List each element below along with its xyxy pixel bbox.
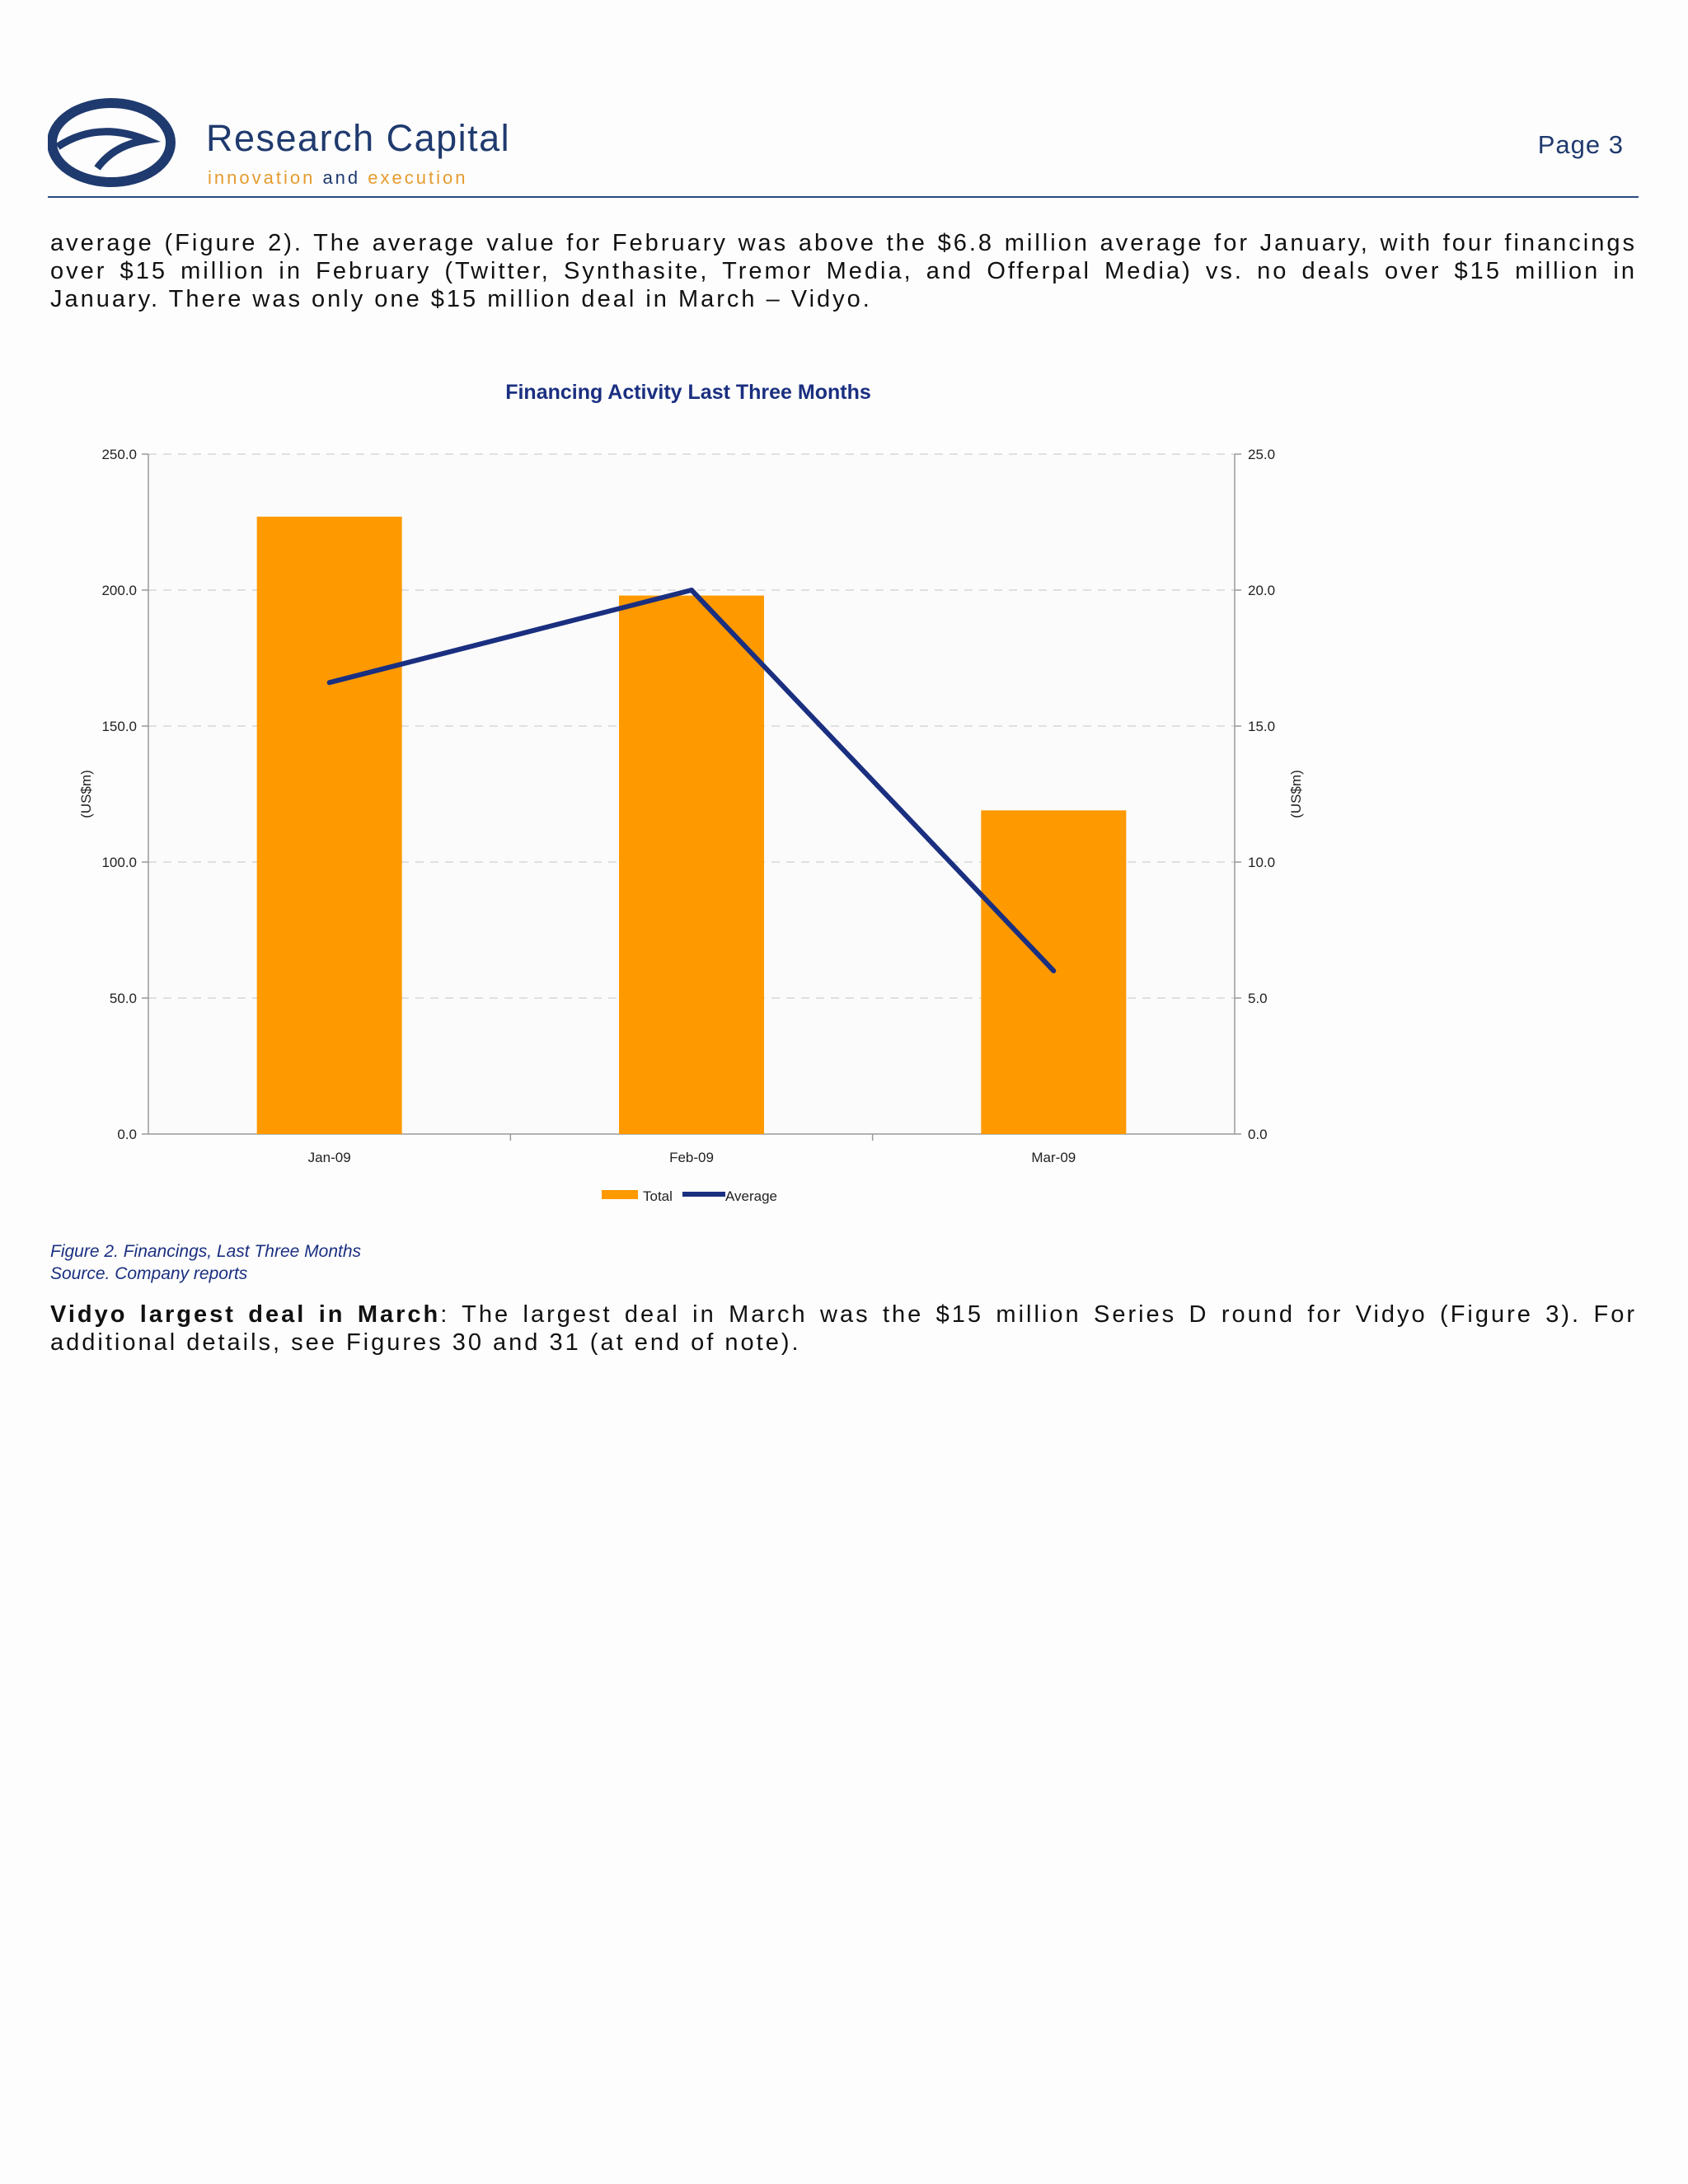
y-axis-title: (US$m) [78,770,94,818]
y-tick-label: 250.0 [101,447,137,462]
intro-paragraph: average (Figure 2). The average value for February was above the $6.8 million average for January, with four financings over $15 million in February (Twitter, Synthasite, Tremor Media, and Offerpal Media) vs. no deals over $15 million in January. There was only one $15 million deal in March – Vidyo. [50,230,1637,312]
chart-title: Financing Activity Last Three Months [505,381,871,404]
y2-tick-label: 5.0 [1248,991,1268,1006]
y-tick-label: 200.0 [101,583,137,598]
y-tick-label: 0.0 [117,1127,137,1142]
average-point [327,680,332,685]
average-point [689,588,694,593]
bar-total [257,517,402,1134]
bar-total [619,596,764,1134]
source-caption: Source. Company reports [50,1264,248,1283]
y2-tick-label: 10.0 [1248,855,1276,870]
y2-tick-label: 15.0 [1248,719,1276,734]
vidyo-paragraph [50,1301,1637,1357]
y2-tick-label: 0.0 [1248,1127,1268,1142]
x-tick-label: Jan-09 [307,1150,351,1165]
figure-caption: Figure 2. Financings, Last Three Months [50,1242,362,1261]
legend-label-average: Average [725,1188,778,1204]
tagline-execution: execution [368,167,468,188]
vidyo-text: : The largest deal in March was the $15 million Series D round for Vidyo (Figure 3). For additional details, see Figures 30 and 31 (at end of note). [50,1301,1637,1356]
y-tick-label: 100.0 [101,855,137,870]
x-tick-label: Mar-09 [1031,1150,1076,1165]
y-tick-label: 150.0 [101,719,137,734]
y2-axis-title: (US$m) [1288,770,1304,818]
brand-name: Research Capital [206,117,511,159]
tagline-innovation: innovation [208,167,316,188]
y2-tick-label: 20.0 [1248,583,1276,598]
page-number: Page 3 [1537,130,1624,159]
y-tick-label: 50.0 [109,991,137,1006]
average-point [1051,968,1056,973]
y2-tick-label: 25.0 [1248,447,1276,462]
tagline-and: and [322,167,361,188]
vidyo-heading: Vidyo largest deal in March [50,1301,441,1328]
legend-swatch-total [602,1190,638,1199]
legend-label-total: Total [643,1188,673,1204]
x-tick-label: Feb-09 [669,1150,714,1165]
